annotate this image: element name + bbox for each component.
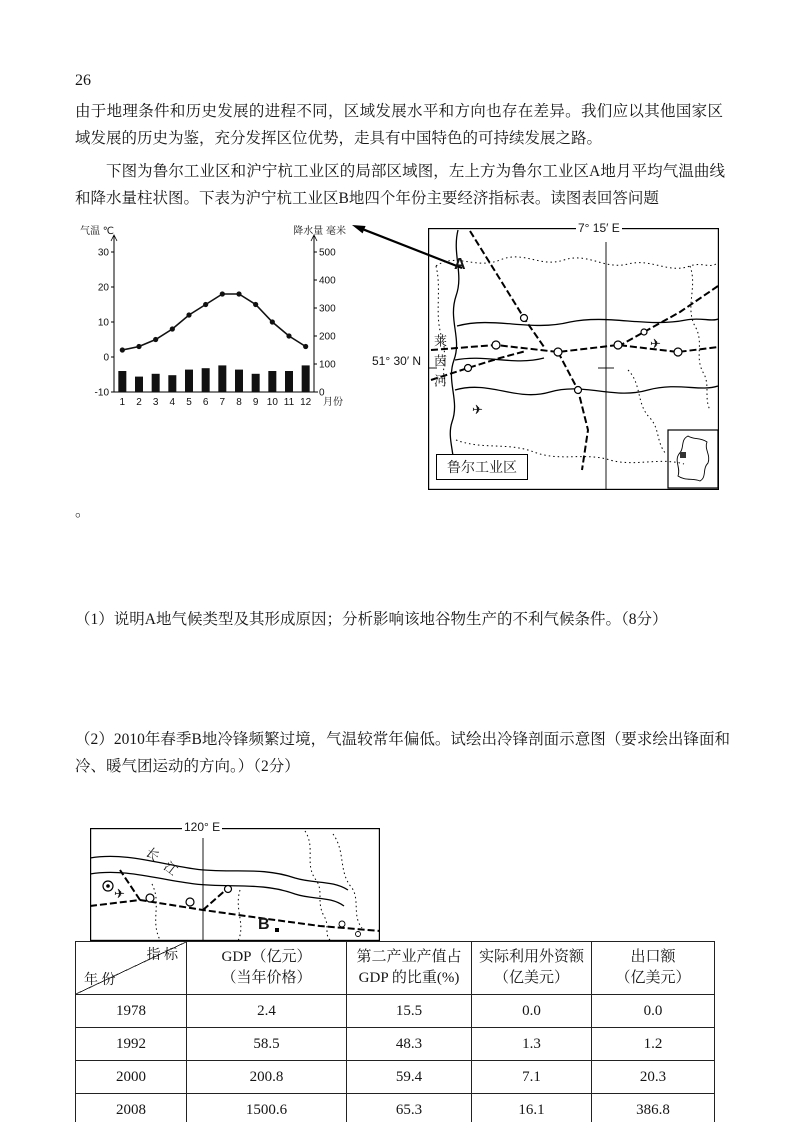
ruhr-map (372, 221, 719, 490)
table-cell: 1.3 (472, 1028, 592, 1061)
svg-text:气温 ℃: 气温 ℃ (80, 226, 115, 237)
year-cell: 2008 (76, 1094, 187, 1122)
page-number: 26 (75, 72, 91, 89)
svg-text:9: 9 (252, 397, 259, 408)
point-b-marker (275, 928, 279, 932)
svg-text:12: 12 (300, 397, 312, 408)
table-cell: 2.4 (187, 995, 347, 1028)
svg-text:8: 8 (236, 397, 242, 408)
airport-icon: ✈ (650, 336, 661, 351)
longitude-label: 120° E (184, 820, 221, 834)
svg-text:300: 300 (319, 303, 336, 315)
svg-text:6: 6 (202, 397, 209, 408)
svg-text:-10: -10 (94, 387, 109, 399)
svg-text:10: 10 (266, 397, 278, 408)
corner-label-indicator: 指 标 (146, 948, 178, 963)
rhine-river-label: 莱茵河 (432, 334, 447, 394)
table-cell: 1.2 (592, 1028, 715, 1061)
table-cell: 59.4 (347, 1061, 472, 1094)
table-cell: 386.8 (592, 1094, 715, 1122)
table-cell: 7.1 (472, 1061, 592, 1094)
table-cell: 0.0 (472, 995, 592, 1028)
table-cell: 0.0 (592, 995, 715, 1028)
table-header-cell: GDP（亿元） （当年价格） (187, 942, 347, 995)
ruhr-map-svg (428, 228, 719, 490)
table-row (76, 995, 715, 1028)
table-cell: 65.3 (347, 1094, 472, 1122)
svg-text:11: 11 (283, 397, 295, 408)
longitude-label: 7° 15′ E (578, 221, 620, 235)
airport-icon: ✈ (114, 886, 125, 901)
table-cell: 48.3 (347, 1028, 472, 1061)
table-header-cell: 第二产业产值占 GDP 的比重(%) (347, 942, 472, 995)
table-cell: 58.5 (187, 1028, 347, 1061)
table-cell: 200.8 (187, 1061, 347, 1094)
svg-text:降水量 毫米: 降水量 毫米 (293, 226, 346, 237)
svg-text:4: 4 (169, 397, 176, 408)
b-map-svg (90, 828, 380, 941)
table-row (76, 1028, 715, 1061)
table-header-row (76, 942, 715, 995)
svg-text:100: 100 (319, 359, 336, 371)
point-b-label: B (258, 916, 270, 933)
table-cell: 20.3 (592, 1061, 715, 1094)
question-1: （1）说明A地气候类型及其形成原因；分析影响该地谷物生产的不利气候条件。（8分） (75, 611, 668, 628)
svg-text:7: 7 (219, 397, 226, 408)
svg-text:30: 30 (97, 247, 109, 259)
airport-icon: ✈ (472, 402, 483, 417)
b-location-map (90, 820, 380, 941)
svg-text:20: 20 (97, 282, 109, 294)
svg-text:0: 0 (319, 387, 325, 399)
yangtze-river-label: 长江 (142, 844, 189, 885)
point-a-label: A (454, 256, 466, 273)
inset-germany-outline (677, 436, 709, 481)
table-header-cell: 实际利用外资额 （亿美元） (472, 942, 592, 995)
intro-paragraph: 由于地理条件和历史发展的进程不同，区域发展水平和方向也存在差异。我们应以其他国家区域发展的历史为鉴，充分发挥区位优势，走具有中国特色的可持续发展之路。 (75, 103, 723, 147)
economic-indicators-table (75, 941, 715, 1122)
svg-text:400: 400 (319, 275, 336, 287)
svg-text:200: 200 (319, 331, 336, 343)
table-corner-cell (76, 942, 187, 995)
year-cell: 1992 (76, 1028, 187, 1061)
svg-text:500: 500 (319, 247, 336, 259)
table-row (76, 1061, 715, 1094)
table-header-cell: 出口额 （亿美元） (592, 942, 715, 995)
climate-chart (78, 222, 348, 414)
table-cell: 15.5 (347, 995, 472, 1028)
svg-text:10: 10 (97, 317, 109, 329)
year-cell: 1978 (76, 995, 187, 1028)
latitude-label: 51° 30′ N (372, 354, 422, 368)
question-2: （2）2010年春季B地冷锋频繁过境，气温较常年偏低。试绘出冷锋剖面示意图（要求绘出锋面和冷、暖气团运动的方向。）（2分） (75, 731, 730, 775)
table-row (76, 1094, 715, 1122)
svg-text:5: 5 (186, 397, 192, 408)
svg-text:1: 1 (119, 397, 126, 408)
svg-text:0: 0 (103, 352, 109, 364)
ruhr-region-label: 鲁尔工业区 (436, 454, 528, 480)
figure-caption-paragraph: 下图为鲁尔工业区和沪宁杭工业区的局部区域图，左上方为鲁尔工业区A地月平均气温曲线和降水量柱状图。下表为沪宁杭工业区B地四个年份主要经济指标表。读图表回答问题 (75, 163, 725, 207)
svg-text:2: 2 (136, 397, 142, 408)
table-cell: 16.1 (472, 1094, 592, 1122)
stray-period: 。 (75, 503, 91, 520)
corner-label-year: 年 份 (84, 973, 116, 988)
table-cell: 1500.6 (187, 1094, 347, 1122)
svg-text:3: 3 (152, 397, 159, 408)
inset-region-marker (680, 452, 686, 458)
svg-text:月份: 月份 (323, 397, 343, 408)
climate-chart-svg (78, 222, 348, 414)
year-cell: 2000 (76, 1061, 187, 1094)
